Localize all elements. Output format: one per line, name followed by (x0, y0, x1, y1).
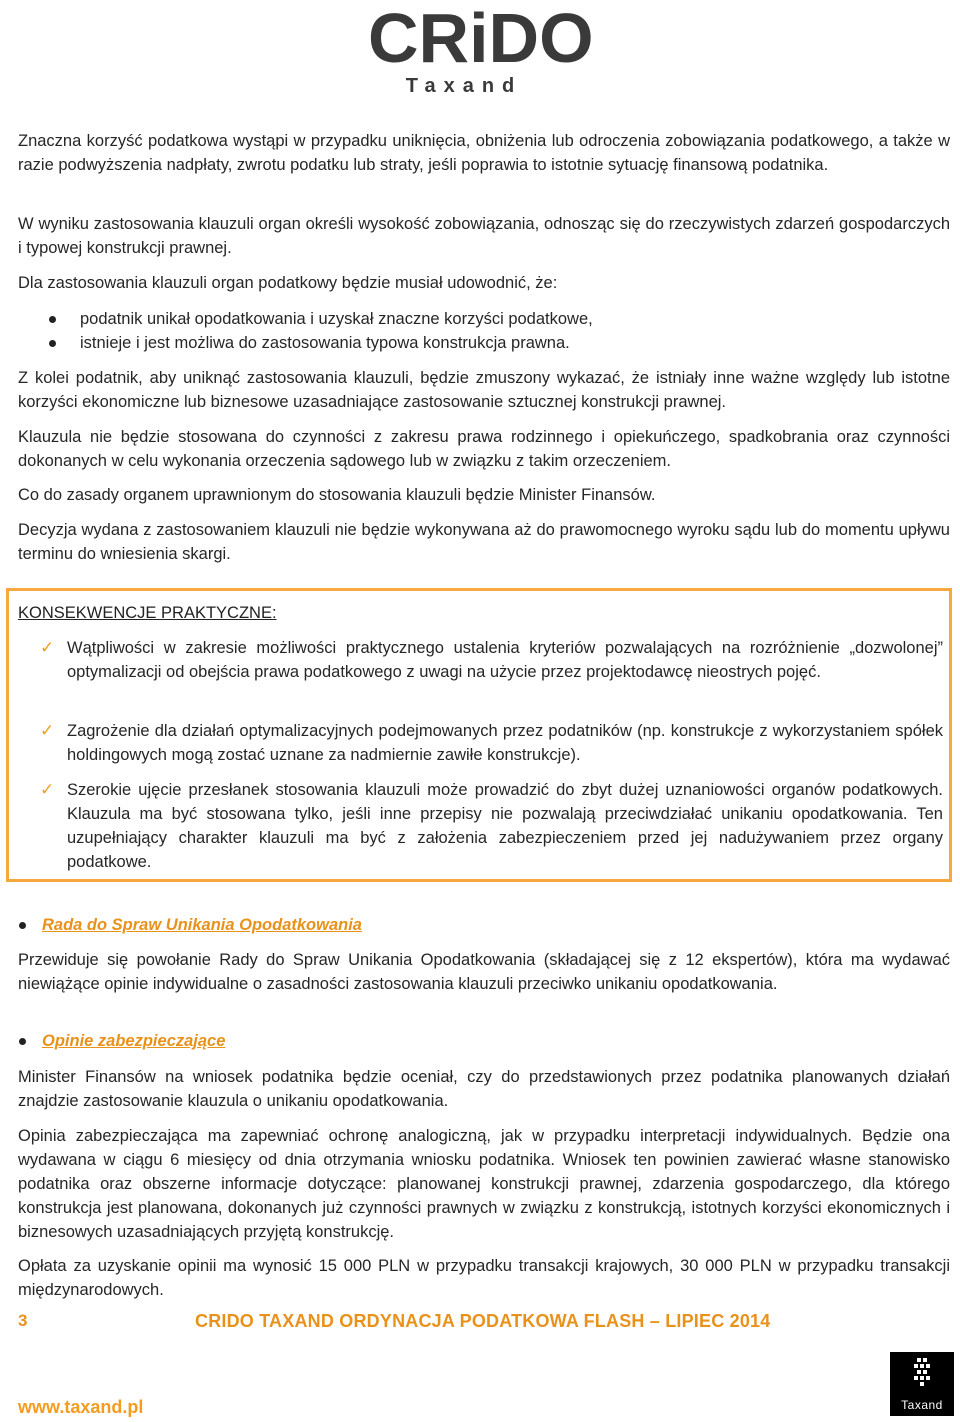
page-number: 3 (18, 1311, 28, 1330)
section-1-text: Przewiduje się powołanie Rady do Spraw Unikania Opodatkowania (składającej się z 12 ekspertów), która ma wydawać niewiążące opinie indywidualne o zasadności zastosowania klauzuli przeciwko unikaniu opodatkowania. (18, 951, 950, 993)
bullet-dot (19, 922, 26, 929)
check-icon: ✓ (40, 638, 55, 657)
bullet-dot (49, 340, 56, 347)
bullet-dot (19, 1038, 26, 1045)
bullet-dot (49, 316, 56, 323)
logo-wordmark: CRiDO (368, 0, 594, 77)
box-item: Szerokie ujęcie przesłanek stosowania klauzuli może prowadzić do zbyt dużej uznaniowości organów podatkowych. Klauzula ma być stosowana tylko, jeśli inne przepisy nie pozwalają przeciwdziałać unikaniu opodatkowania. Ten uzupełniający charakter klauzuli ma być z założenia zabezpieczeniem przed jej nadużywaniem przez organy podatkowe. (67, 781, 943, 871)
section-2-text-2: Opinia zabezpieczająca ma zapewniać ochronę analogiczną, jak w przypadku interpretacji indywidualnych. Będzie ona wydawana w ciągu 6 miesięcy od dnia otrzymania wniosku podatnika. Wniosek ten powinien zawierać własne stanowisko podatnika oraz obszerne informacje dotyczące: planowanej konstrukcji prawnej, zdarzenia gospodarczego, dla którego konstrukcja jest planowana, dokonanych już czynności prawnych w związku z konstrukcją, istotnych korzyści ekonomicznych i biznesowych uzasadniających przyjętą konstrukcję. (18, 1127, 950, 1241)
bullet-item: istnieje i jest możliwa do zastosowania typowa konstrukcja prawna. (80, 334, 570, 352)
paragraph-5: Klauzula nie będzie stosowana do czynności z zakresu prawa rodzinnego i opiekuńczego, spadkobrania oraz czynności dokonanych w celu wykonania orzeczenia sądowego lub w związku z takim orzeczeniem. (18, 428, 950, 470)
paragraph-7: Decyzja wydana z zastosowaniem klauzuli nie będzie wykonywana aż do prawomocnego wyroku sądu lub do momentu upływu terminu do wniesienia skargi. (18, 521, 950, 563)
crido-logo (368, 0, 594, 97)
section-2-text-1: Minister Finansów na wniosek podatnika będzie oceniał, czy do przedstawionych przez podatnika planowanych działań znajdzie zastosowanie klauzula o unikaniu opodatkowania. (18, 1068, 950, 1110)
paragraph-6: Co do zasady organem uprawnionym do stosowania klauzuli będzie Minister Finansów. (18, 486, 656, 504)
section-heading-rada: Rada do Spraw Unikania Opodatkowania (42, 916, 362, 934)
paragraph-1: Znaczna korzyść podatkowa wystąpi w przypadku uniknięcia, obniżenia lub odroczenia zobowiązania podatkowego, a także w razie podwyższenia nadpłaty, zwrotu podatku lub straty, jeśli poprawia to istotnie sytuację finansową podatnika. (18, 132, 950, 174)
check-icon: ✓ (40, 780, 55, 799)
box-item: Zagrożenie dla działań optymalizacyjnych podejmowanych przez podatników (np. konstrukcje z wykorzystaniem spółek holdingowych mogą zostać uznane za nadmiernie zawiłe konstrukcje). (67, 722, 943, 764)
check-icon: ✓ (40, 721, 55, 740)
logo-subtitle: Taxand (405, 75, 523, 97)
footer-url-link[interactable]: www.taxand.pl (18, 1397, 144, 1417)
section-2-text-3: Opłata za uzyskanie opinii ma wynosić 15 000 PLN w przypadku transakcji krajowych, 30 000 PLN w przypadku transakcji międzynarodowych. (18, 1257, 950, 1299)
taxand-logo (890, 1352, 954, 1416)
box-title: KONSEKWENCJE PRAKTYCZNE: (18, 604, 277, 622)
bullet-item: podatnik unikał opodatkowania i uzyskał znaczne korzyści podatkowe, (80, 310, 593, 328)
box-item: Wątpliwości w zakresie możliwości praktycznego ustalenia kryteriów pozwalających na rozróżnienie „dozwolonej” optymalizacji od obejścia prawa podatkowego z uwagi na użycie przez projektodawcę nieostrych pojęć. (67, 639, 943, 681)
paragraph-4: Z kolei podatnik, aby uniknąć zastosowania klauzuli, będzie zmuszony wykazać, że istniały inne ważne względy lub istotne korzyści ekonomiczne lub biznesowe uzasadniające zastosowanie sztucznej konstrukcji prawnej. (18, 369, 950, 411)
section-heading-opinie: Opinie zabezpieczające (42, 1032, 226, 1050)
footer-title: CRIDO TAXAND ORDYNACJA PODATKOWA FLASH – LIPIEC 2014 (195, 1311, 771, 1331)
taxand-logo-mark (890, 1352, 954, 1392)
paragraph-2: W wyniku zastosowania klauzuli organ określi wysokość zobowiązania, odnosząc się do rzeczywistych zdarzeń gospodarczych i typowej konstrukcji prawnej. (18, 215, 950, 257)
paragraph-3: Dla zastosowania klauzuli organ podatkowy będzie musiał udowodnić, że: (18, 274, 558, 292)
taxand-logo-text: Taxand (901, 1398, 943, 1412)
